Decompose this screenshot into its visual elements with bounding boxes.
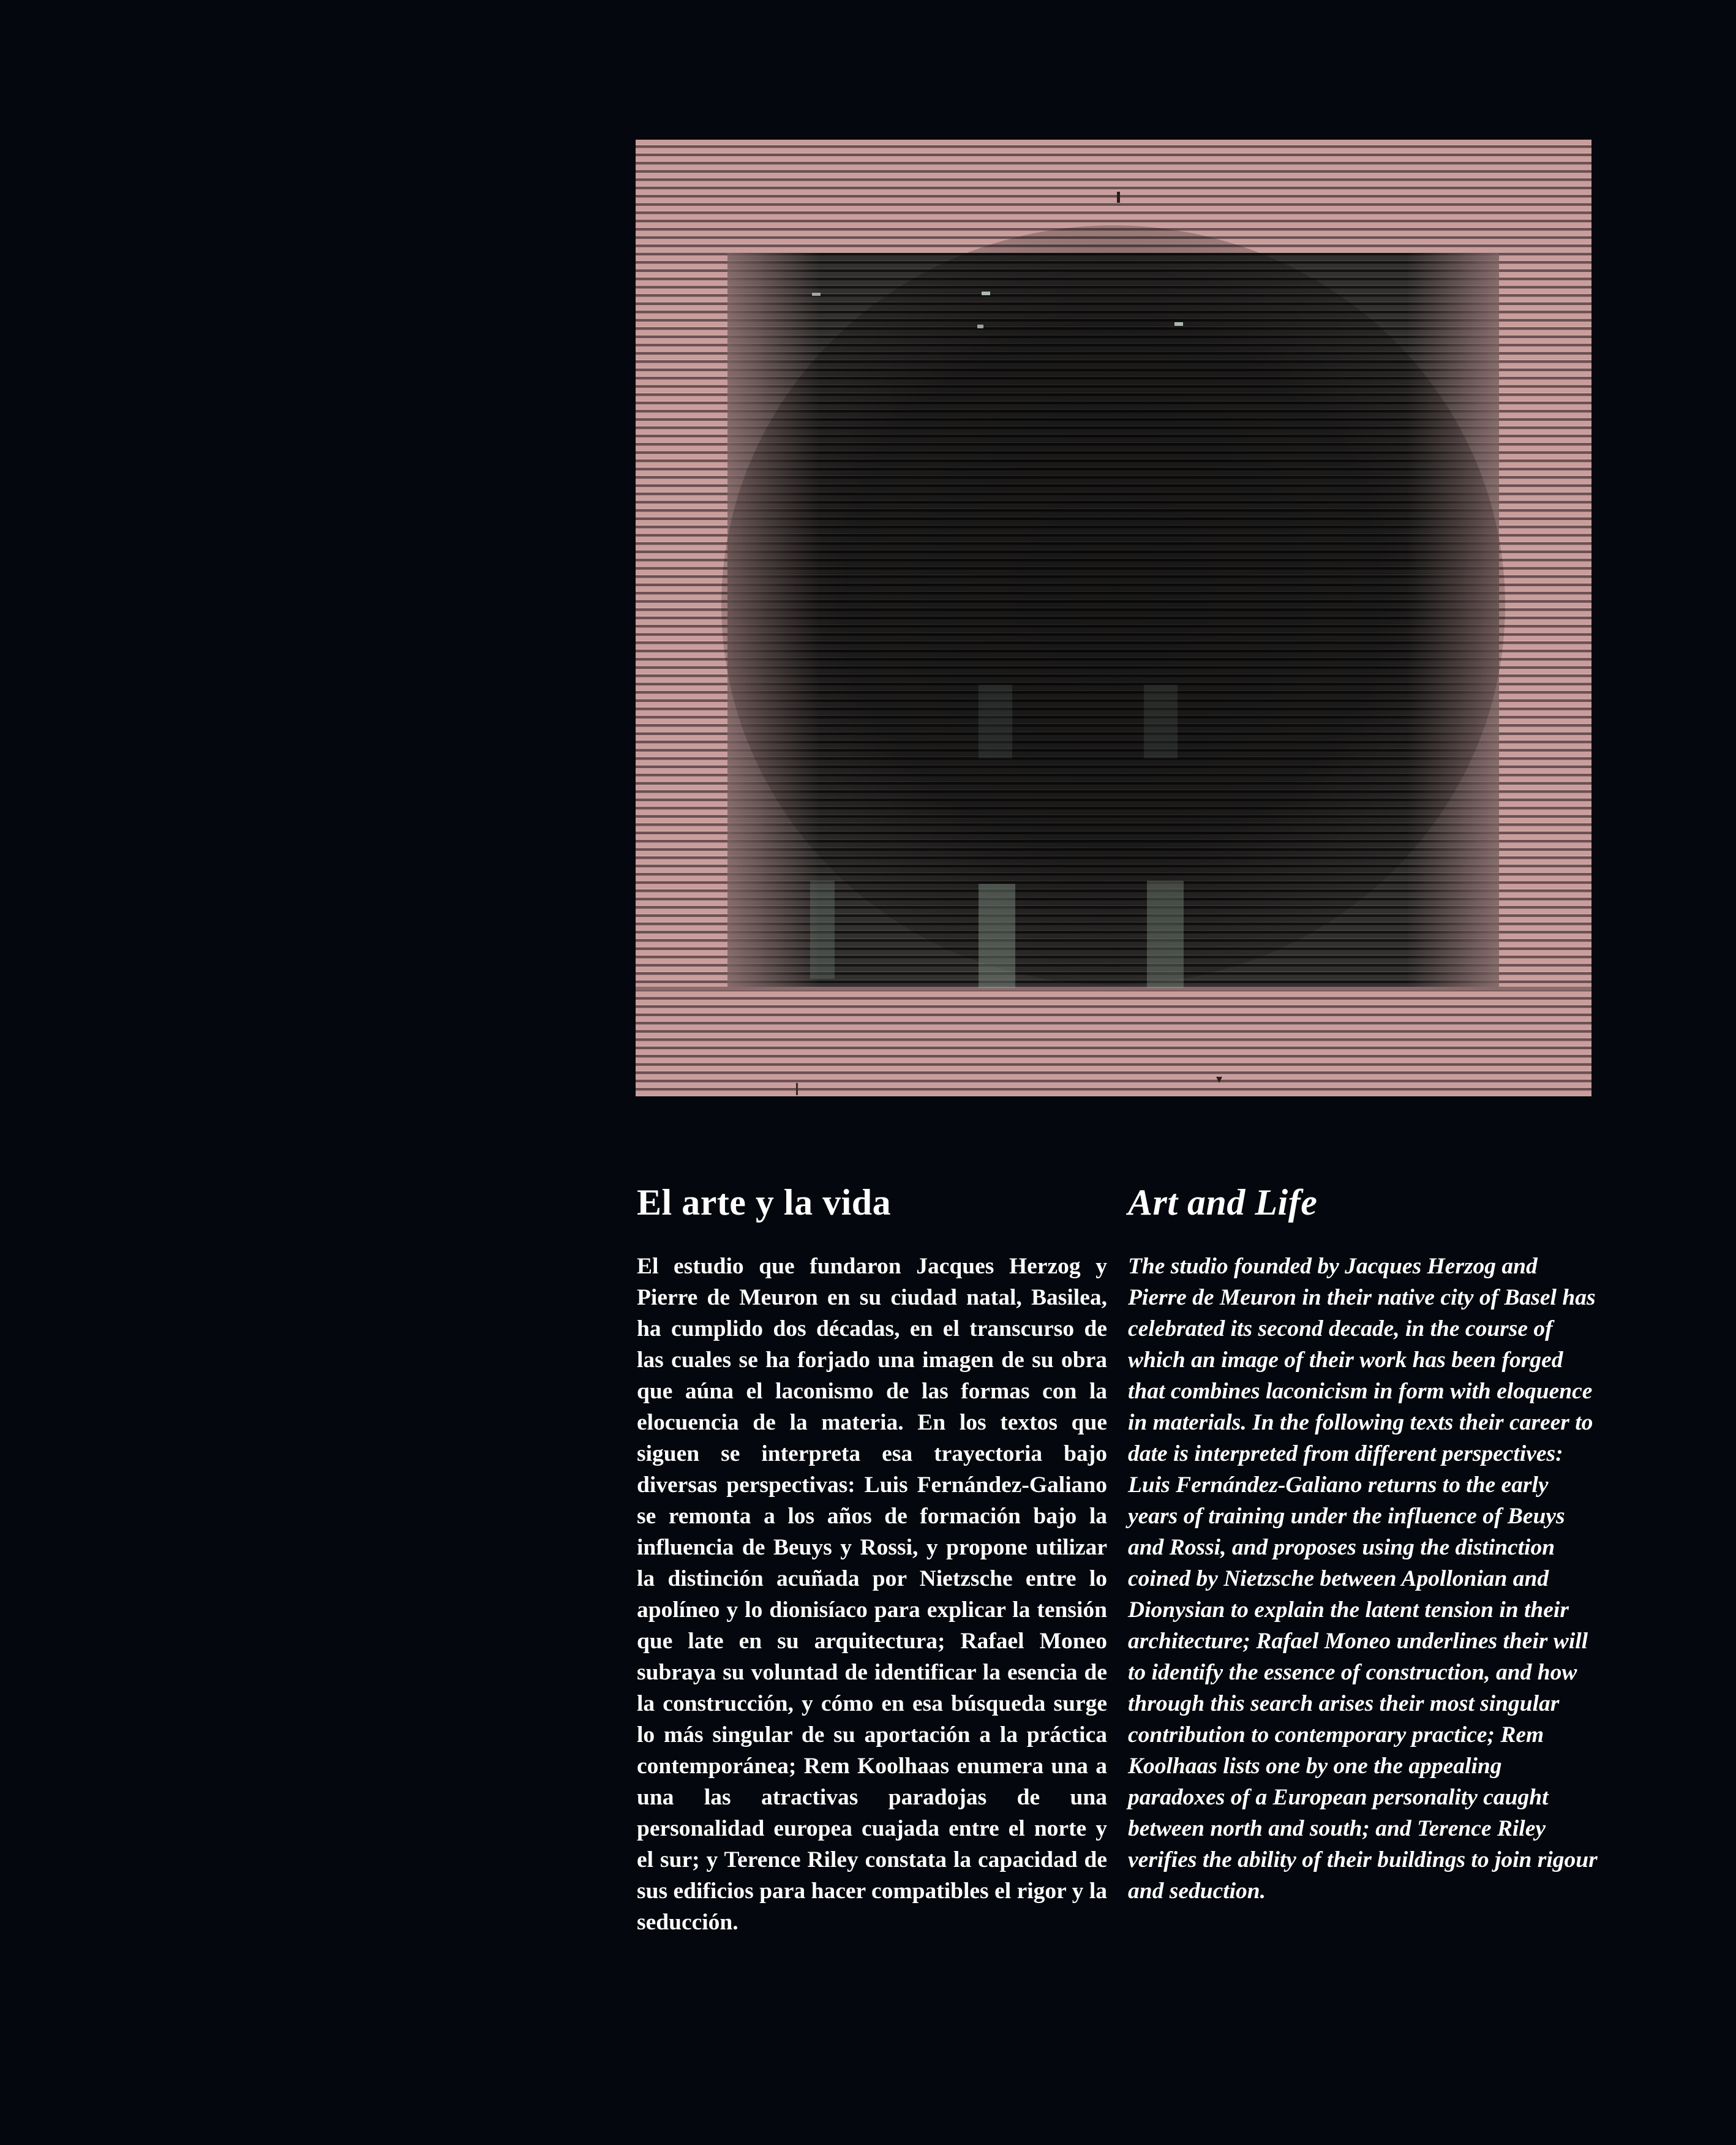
english-title: Art and Life [1128,1182,1318,1223]
english-column [1128,1175,1598,1907]
spanish-column [637,1175,1107,1938]
facade-shutter-photo-icon [636,140,1591,1096]
spanish-title: El arte y la vida [637,1182,892,1223]
spanish-body: El estudio que fundaron Jacques Herzog y Pierre de Meuron en su ciudad natal, Basilea, ha cumplido dos décadas, en el transcurso de las cuales se ha forjado una imagen de su obra que aúna el laconismo de las formas con la elocuencia de la materia. En los textos que siguen se interpreta esa trayectoria bajo diversas perspectivas: Luis Fernández-Galiano se remonta a los años de formación bajo la influencia de Beuys y Rossi, y propone utilizar la distinción acuñada por Nietzsche entre lo apolíneo y lo dionisíaco para explicar la tensión que late en su arquitectura; Rafael Moneo subraya su voluntad de identificar la esencia de la construcción, y cómo en esa búsqueda surge lo más singular de su aportación a la práctica contemporánea; Rem Koolhaas enumera una a una las atractivas paradojas de una personalidad europea cuajada entre el norte y el sur; y Terence Riley constata la capacidad de sus edificios para hacer compatibles el rigor y la seducción. [637,1254,1107,1935]
facade-photo [636,140,1591,1096]
english-body: The studio founded by Jacques Herzog and Pierre de Meuron in their native city of Basel has celebrated its second decade, in the course of which an image of their work has been forged that combines laconicism in form with eloquence in materials. In the following texts their career to date is interpreted from different perspectives: Luis Fernández-Galiano returns to the early years of training under the influence of Beuys and Rossi, and proposes using the distinction coined by Nietzsche between Apollonian and Dionysian to explain the latent tension in their architecture; Rafael Moneo underlines their will to identify the essence of construction, and how through this search arises their most singular contribution to contemporary practice; Rem Koolhaas lists one by one the appealing paradoxes of a European personality caught between north and south; and Terence Riley verifies the ability of their buildings to join rigour and seduction. [1128,1254,1598,1904]
